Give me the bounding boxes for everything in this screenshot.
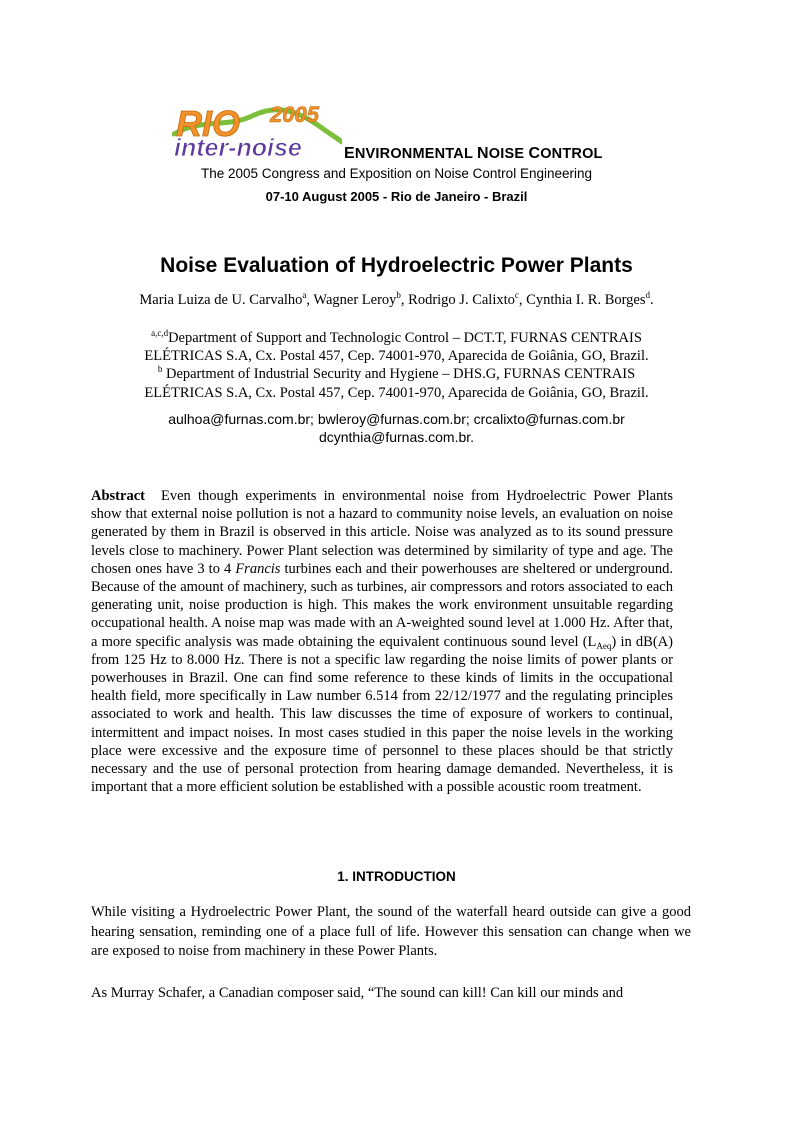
author-separator: , — [306, 292, 314, 308]
affiliation-2-line-1 — [0, 366, 793, 383]
author-emails-line-1: aulhoa@furnas.com.br; bwleroy@furnas.com.br; crcalixto@furnas.com.br — [168, 411, 625, 427]
paper-title: Noise Evaluation of Hydroelectric Power Plants — [160, 254, 633, 277]
conference-dates: 07-10 August 2005 - Rio de Janeiro - Brazil — [265, 189, 528, 204]
conference-name-word1-rest: NVIRONMENTAL — [354, 146, 473, 162]
author-affiliation-mark: c — [514, 290, 519, 300]
conference-name-word3-cap: C — [528, 145, 541, 162]
author-emails-line-2: dcynthia@furnas.com.br. — [318, 429, 475, 445]
introduction-paragraph-1: While visiting a Hydroelectric Power Plant, the sound of the waterfall heard outside can give a good hearing sensation, reminding one of a place full of life. However this sensation can change when we are exposed to noise from machinery in these Power Plants. — [91, 904, 691, 959]
author-affiliation-mark: a — [302, 290, 307, 300]
abstract-italic-term: Francis — [235, 560, 281, 577]
affiliation-1-line-1 — [0, 330, 793, 347]
author-name: Wagner Leroy — [313, 292, 397, 308]
conference-name-word2-cap: N — [476, 145, 489, 162]
author-affiliation-mark: d — [645, 290, 651, 300]
author-list — [0, 292, 793, 309]
inter-noise-rio-2005-logo — [172, 98, 342, 160]
affiliation-1-mark: a,c,d — [151, 328, 169, 338]
abstract-text-part-3: ) in dB(A) from 125 Hz to 8.000 Hz. There is not a specific law regarding the noise limits of power plants or powerhouses in Brazil. One can find some reference to these kinds of limits in the occupational health field, more specifically in Law number 6.514 from 22/12/1977 and the regulating principles associated to work and health. This law discusses the time of exposure of workers to continual, intermittent and impact noises. In most cases studied in this paper the noise levels in the working place were excessive and the exposure time of personnel to these places should be that strictly necessary and the use of personal protection from hearing damage demanded. Nevertheless, it is important that a more efficient solution be established with a possible acoustic room treatment. — [91, 633, 673, 796]
author-name: Maria Luiza de U. Carvalho — [139, 292, 303, 308]
logo-brand-text: inter-noise — [174, 134, 302, 160]
author-name: Rodrigo J. Calixto — [408, 292, 515, 308]
abstract-text-part-2: turbines each and their powerhouses are sheltered or underground. Because of the amount of machinery, such as turbines, air compressors and rotors associated to each generating unit, noise production is high. This makes the work environment unsuitable regarding occupational health. A noise map was made with an A-weighted sound level at 1.000 Hz. After that, a more specific analysis was made obtaining the equivalent continuous sound level (L — [91, 560, 673, 650]
abstract-text-part-1: Even though experiments in environmental noise from Hydroelectric Power Plants show that external noise pollution is not a hazard to community noise levels, an evaluation on noise generated by them in Brazil is observed in this article. Noise was analyzed as to its sound pressure levels close to machinery. Power Plant selection was determined by similarity of type and age. The chosen ones have 3 to 4 — [91, 488, 673, 577]
abstract-subscript: Aeq — [596, 640, 612, 651]
affiliation-1-line-2: ELÉTRICAS S.A, Cx. Postal 457, Cep. 74001-970, Aparecida de Goiânia, GO, Brazil. — [144, 348, 649, 364]
author-name: Cynthia I. R. Borges — [526, 292, 646, 308]
conference-name-word1-cap: E — [344, 145, 355, 162]
abstract — [91, 487, 673, 796]
author-separator: , — [518, 292, 527, 308]
affiliation-2-mark: b — [157, 364, 163, 374]
affiliation-2-text: Department of Industrial Security and Hygiene – DHS.G, FURNAS CENTRAIS — [165, 366, 636, 382]
conference-subtitle: The 2005 Congress and Exposition on Noise Control Engineering — [201, 166, 592, 181]
abstract-label: Abstract — [91, 488, 145, 504]
author-affiliation-mark: b — [396, 290, 401, 300]
author-separator: , — [400, 292, 409, 308]
logo-rio-text: RIO — [176, 103, 241, 144]
conference-name-word2-rest: OISE — [488, 146, 525, 162]
conference-name-word3-rest: ONTROL — [540, 146, 603, 162]
section-heading-introduction: 1. INTRODUCTION — [337, 869, 456, 884]
affiliation-1-text: Department of Support and Technologic Control – DCT.T, FURNAS CENTRAIS — [168, 330, 642, 346]
affiliation-2-line-2: ELÉTRICAS S.A, Cx. Postal 457, Cep. 74001-970, Aparecida de Goiânia, GO, Brazil. — [144, 385, 649, 401]
conference-name — [344, 145, 603, 163]
author-separator: . — [650, 292, 654, 308]
introduction-paragraph-2: As Murray Schafer, a Canadian composer said, “The sound can kill! Can kill our minds and — [91, 985, 624, 1001]
logo-year-text: 2005 — [270, 102, 319, 127]
